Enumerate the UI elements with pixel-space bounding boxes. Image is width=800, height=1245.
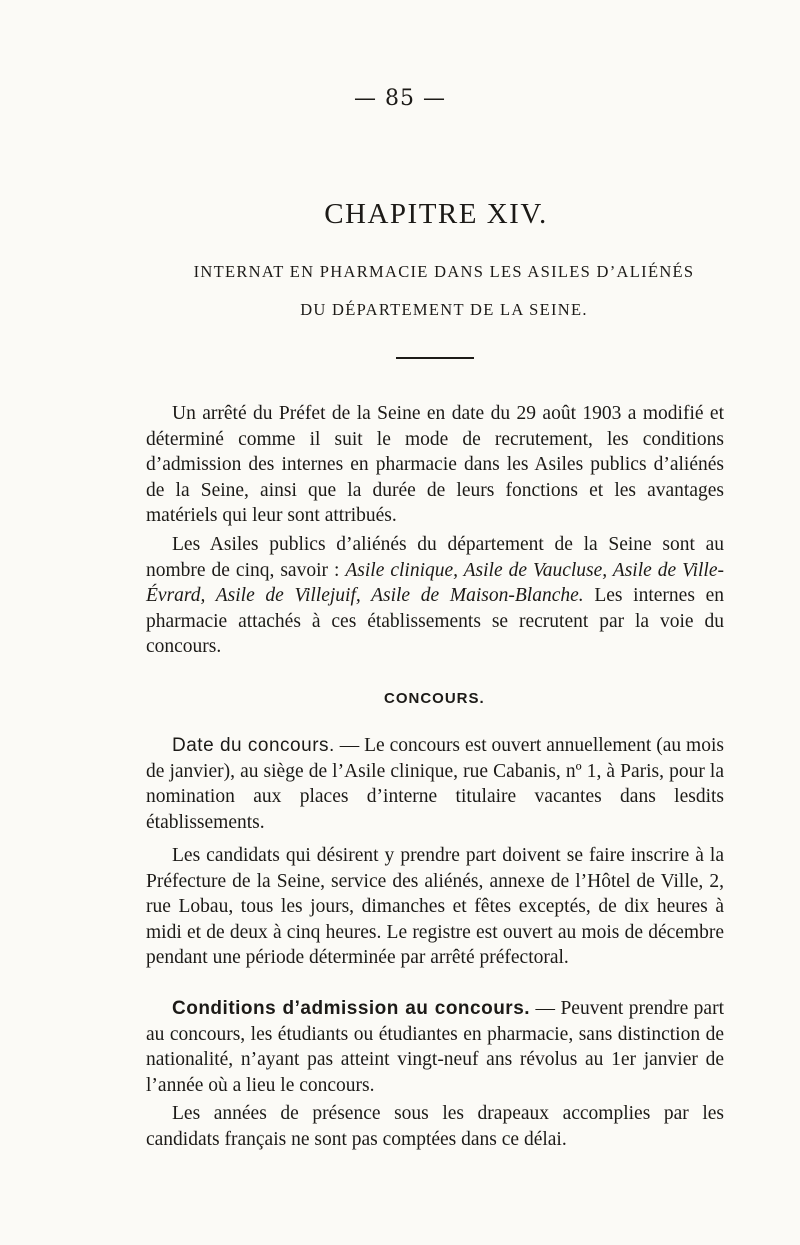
annees-paragraph: Les années de présence sous les drapeaux accomplies par les candidats français ne sont pas comptées dans ce délai. <box>146 1103 724 1150</box>
chapter-subtitle-line-1: INTERNAT EN PHARMACIE DANS LES ASILES D’ALIÉNÉS <box>193 262 695 281</box>
date-lead: Date du concours. <box>172 735 335 756</box>
chapter-subtitle-line-2: DU DÉPARTEMENT DE LA SEINE. <box>300 300 588 319</box>
asiles-list: Asile clinique, Asile de Vaucluse, Asile de Ville-Évrard, Asile de Villejuif, Asile de Maison-Blanche. <box>146 559 724 606</box>
conditions-paragraph <box>146 996 724 1098</box>
date-text: — Le concours est ouvert annuellement (au mois de janvier), au siège de l’Asile clinique, rue Cabanis, nº 1, à Paris, pour la nomination aux places d’interne titulaire vacantes dans lesdits établissements. <box>146 735 724 833</box>
asiles-text-before: Les Asiles publics d’aliénés du département de la Seine sont au nombre de cinq, savoir : <box>146 534 724 581</box>
intro-paragraph: Un arrêté du Préfet de la Seine en date du 29 août 1903 a modifié et déterminé comme il suit le mode de recrutement, les conditions d’admission des internes en pharmacie dans les Asiles publics d’aliénés de la Seine, ainsi que la durée de leurs fonctions et les avantages matériels qui leur sont attribués. <box>146 403 724 526</box>
asiles-paragraph <box>146 532 724 660</box>
conditions-text: — Peuvent prendre part au concours, les étudiants ou étudiantes en pharmacie, sans distinction de nationalité, n’ayant pas atteint vingt-neuf ans révolus au 1er janvier de l’année où a lieu le concours. <box>146 998 724 1096</box>
date-paragraph <box>146 733 724 835</box>
title-rule <box>396 357 474 359</box>
candidats-paragraph: Les candidats qui désirent y prendre part doivent se faire inscrire à la Préfecture de la Seine, service des aliénés, annexe de l’Hôtel de Ville, 2, rue Lobau, tous les jours, dimanches et fêtes exceptés, de dix heures à midi et de deux à cinq heures. Le registre est ouvert au mois de décembre pendant une période déterminée par arrêté préfectoral. <box>146 845 724 968</box>
conditions-lead: Conditions d’admission au concours. <box>172 998 531 1019</box>
asiles-text-after: Les internes en pharmacie attachés à ces établissements se recrutent par la voie du concours. <box>146 585 724 657</box>
section-heading: CONCOURS. <box>384 690 485 707</box>
chapter-title: CHAPITRE XIV. <box>324 198 548 230</box>
page-number: — 85 — <box>354 86 446 111</box>
